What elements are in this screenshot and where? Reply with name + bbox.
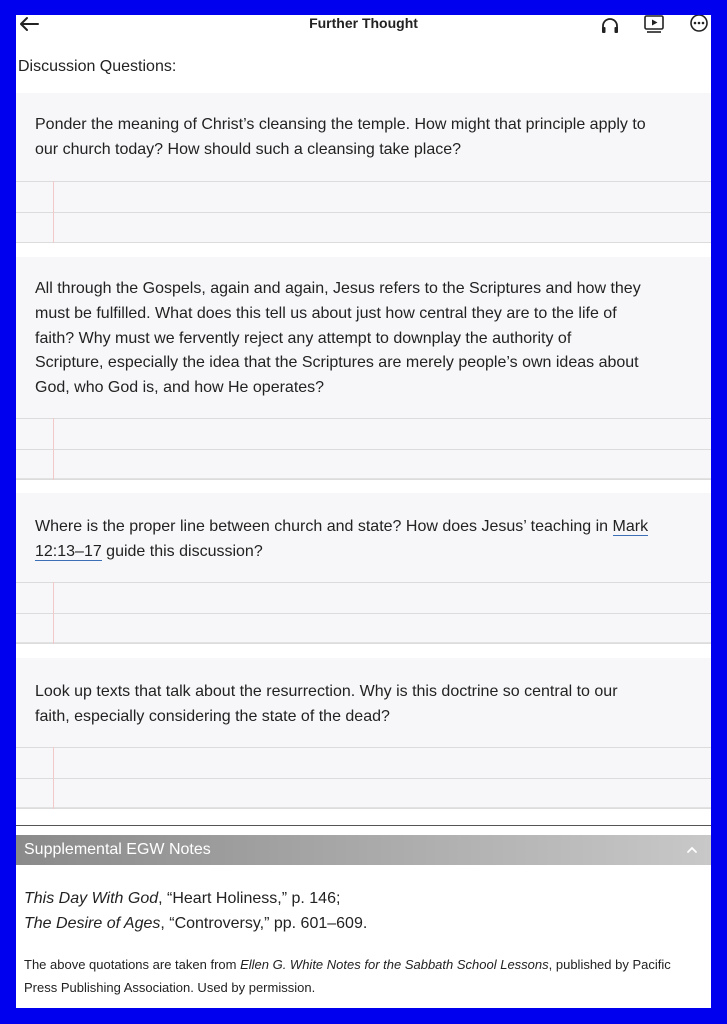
answer-area[interactable]: [16, 418, 711, 480]
question-card: [16, 93, 711, 243]
supplemental-title: Supplemental EGW Notes: [24, 841, 211, 858]
question-text: Look up texts that talk about the resurrection. Why is this doctrine so central to our faith, especially considering the state of the dead?: [35, 683, 618, 725]
question-text: All through the Gospels, again and again, Jesus refers to the Scriptures and how they must be fulfilled. What does this tell us about just how central they are to the life of faith? Why must we fervently reject any attempt to downplay the authority of Scripture, especially the idea that the Scriptures are merely people’s own ideas about God, who God is, and how He operates?: [35, 280, 641, 397]
permission-note: The above quotations are taken from Ellen G. White Notes for the Sabbath School Lessons, published by Pacific Press Publishing Association. Used by permission.: [24, 957, 671, 995]
play-video-icon[interactable]: [643, 15, 665, 37]
top-bar: [16, 15, 711, 43]
answer-area[interactable]: [16, 181, 711, 243]
divider: [16, 825, 711, 826]
answer-area[interactable]: [16, 582, 711, 644]
more-options-icon[interactable]: [688, 15, 710, 37]
scripture-link[interactable]: Mark: [612, 518, 649, 535]
section-label: Discussion Questions:: [18, 58, 177, 75]
scripture-link[interactable]: 12:13–17: [35, 542, 102, 560]
page-title: Further Thought: [309, 15, 418, 31]
supplemental-header[interactable]: [16, 835, 711, 865]
reader-screen: [16, 15, 711, 1008]
question-card: [16, 493, 711, 643]
reference-line: The Desire of Ages, “Controversy,” pp. 601–609.: [24, 915, 368, 932]
reference-line: This Day With God, “Heart Holiness,” p. 146;: [24, 890, 341, 907]
question-card: [16, 257, 711, 479]
question-text: Where is the proper line between church and state? How does Jesus’ teaching in Mark 12:13–17 guide this discussion?: [35, 518, 649, 560]
question-card: [16, 658, 711, 808]
answer-area[interactable]: [16, 747, 711, 809]
question-text: Ponder the meaning of Christ’s cleansing the temple. How might that principle apply to our church today? How should such a cleansing take place?: [35, 116, 646, 158]
headphones-icon[interactable]: [599, 15, 621, 37]
chevron-up-icon[interactable]: [685, 843, 699, 857]
